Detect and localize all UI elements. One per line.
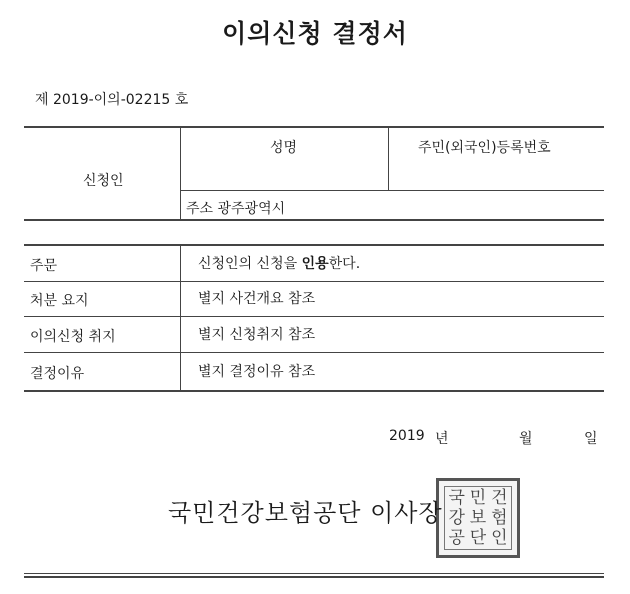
seal-char: 공 [448, 528, 465, 548]
seal-char: 험 [491, 508, 508, 528]
order-value-strong: 인용 [301, 256, 329, 272]
decision-divider [180, 245, 181, 391]
disposition-value: 별지 사건개요 참조 [198, 291, 316, 307]
seal-char: 국 [448, 488, 465, 508]
decision-bottom-border [24, 390, 604, 392]
seal-char: 인 [491, 528, 508, 548]
disposition-label: 처분 요지 [30, 293, 89, 309]
issuer-name: 국민건강보험공단 이사장 [168, 499, 443, 527]
objection-purpose-value: 별지 신청취지 참조 [198, 327, 316, 343]
footer-line-top [24, 573, 604, 574]
name-row-bottom [180, 190, 604, 191]
seal-char: 단 [469, 528, 487, 548]
date-year: 2019 [389, 428, 425, 444]
order-label: 주문 [30, 258, 58, 274]
seal-char: 건 [491, 488, 508, 508]
order-value [198, 253, 360, 273]
name-label: 성명 [270, 140, 298, 156]
decision-top-border [24, 244, 604, 246]
id-number-label: 주민(외국인)등록번호 [418, 140, 551, 156]
order-value-suffix: 한다. [328, 256, 361, 272]
row-divider [24, 316, 604, 317]
seal-char: 보 [469, 508, 487, 528]
applicant-bottom-border [24, 219, 604, 221]
date-year-unit: 년 [435, 431, 449, 447]
applicant-label: 신청인 [83, 173, 124, 189]
footer-line-bottom [24, 576, 604, 578]
address-field: 주소 광주광역시 [186, 201, 286, 217]
seal-char: 민 [469, 488, 487, 508]
document-number: 제 2019-이의-02215 호 [35, 92, 189, 108]
date-month-unit: 월 [519, 431, 533, 447]
decision-reason-label: 결정이유 [30, 366, 85, 382]
date-day-unit: 일 [584, 431, 598, 447]
decision-reason-value: 별지 결정이유 참조 [198, 364, 316, 380]
row-divider [24, 281, 604, 282]
document-title: 이의신청 결정서 [222, 19, 408, 48]
table-top-border [24, 126, 604, 128]
seal-characters [446, 488, 510, 548]
objection-purpose-label: 이의신청 취지 [30, 329, 116, 345]
applicant-divider [180, 127, 181, 220]
order-value-prefix: 신청인의 신청을 [198, 256, 302, 272]
name-id-divider [388, 127, 389, 191]
row-divider [24, 352, 604, 353]
official-seal [436, 478, 520, 558]
seal-char: 강 [448, 508, 465, 528]
